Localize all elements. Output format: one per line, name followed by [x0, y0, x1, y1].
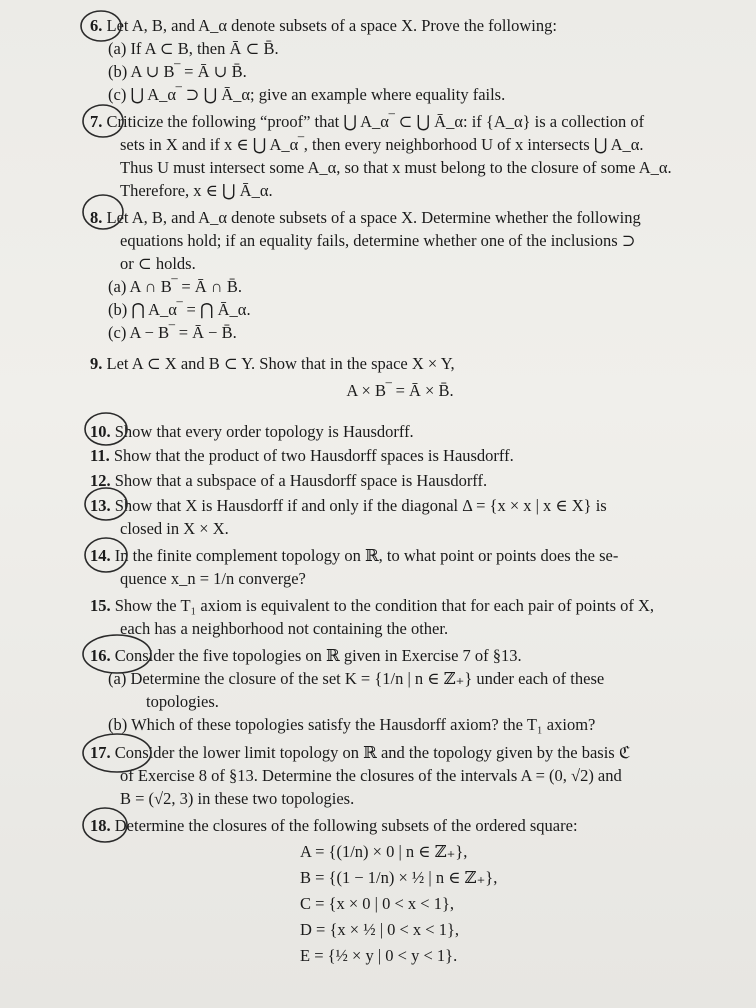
- exercise-part: (c) A − B‾ = Ā − B̄.: [108, 323, 237, 342]
- exercise-11: [90, 444, 710, 467]
- exercise-part: (a) If A ⊂ B, then Ā ⊂ B̄.: [108, 39, 279, 58]
- exercise-number: 11.: [90, 446, 110, 465]
- exercise-text: Show that a subspace of a Hausdorff space is Hausdorff.: [114, 471, 488, 490]
- exercise-text: Criticize the following “proof” that ⋃ A_α‾ ⊂ ⋃ Ā_α: if {A_α} is a collection of: [106, 112, 645, 131]
- exercise-text: Let A ⊂ X and B ⊂ Y. Show that in the space X × Y,: [106, 354, 455, 373]
- exercise-part: (a) Determine the closure of the set K = {1/n | n ∈ ℤ₊} under each of these: [108, 669, 605, 688]
- set-definition-c: C = {x × 0 | 0 < x < 1},: [300, 894, 454, 913]
- exercise-9: [90, 352, 710, 402]
- exercise-text: each has a neighborhood not containing the other.: [120, 619, 449, 638]
- exercise-part: (a) A ∩ B‾ = Ā ∩ B̄.: [108, 277, 242, 296]
- exercise-number: 6.: [90, 16, 103, 35]
- exercise-text: Determine the closures of the following subsets of the ordered square:: [114, 816, 578, 835]
- exercise-text: of Exercise 8 of §13. Determine the closures of the intervals A = (0, √2) and: [120, 766, 622, 785]
- exercise-text: Show that every order topology is Hausdorff.: [114, 422, 414, 441]
- exercise-text: sets in X and if x ∈ ⋃ A_α‾, then every neighborhood U of x intersects ⋃ A_α.: [120, 135, 644, 154]
- exercise-text: B = (√2, 3) in these two topologies.: [120, 789, 355, 808]
- exercise-text: quence x_n = 1/n converge?: [120, 569, 306, 588]
- exercise-text: Therefore, x ∈ ⋃ Ā_α.: [120, 181, 273, 200]
- exercise-17: [90, 741, 710, 810]
- exercise-10: [90, 420, 710, 443]
- exercise-13: [90, 494, 710, 540]
- exercise-text: Show that X is Hausdorff if and only if the diagonal Δ = {x × x | x ∈ X} is: [114, 496, 607, 515]
- exercise-text: Show that the product of two Hausdorff spaces is Hausdorff.: [113, 446, 514, 465]
- exercise-text: In the finite complement topology on ℝ, to what point or points does the se-: [114, 546, 619, 565]
- exercise-number: 8.: [90, 208, 103, 227]
- exercise-text: Consider the five topologies on ℝ given in Exercise 7 of §13.: [114, 646, 522, 665]
- set-definition-d: D = {x × ½ | 0 < x < 1},: [300, 920, 460, 939]
- exercise-number: 9.: [90, 354, 103, 373]
- set-definition-b: B = {(1 − 1/n) × ½ | n ∈ ℤ₊},: [300, 868, 498, 887]
- exercise-part: (c) ⋃ A_α‾ ⊃ ⋃ Ā_α; give an example where equality fails.: [108, 85, 506, 104]
- exercise-14: [90, 544, 710, 590]
- exercise-text: Show the T₁ axiom is equivalent to the condition that for each pair of points of X,: [114, 596, 655, 615]
- exercise-number: 15.: [90, 596, 111, 615]
- exercise-text: equations hold; if an equality fails, determine whether one of the inclusions ⊃: [120, 231, 636, 250]
- display-equation: A × B‾ = Ā × B̄.: [346, 381, 454, 400]
- exercise-text: topologies.: [146, 692, 219, 711]
- exercise-8: [90, 206, 710, 344]
- exercise-text: Consider the lower limit topology on ℝ and the topology given by the basis ℭ: [114, 743, 631, 762]
- exercise-text: Let A, B, and A_α denote subsets of a space X. Prove the following:: [106, 16, 557, 35]
- exercise-text: Let A, B, and A_α denote subsets of a space X. Determine whether the following: [106, 208, 641, 227]
- exercise-18: [90, 814, 710, 837]
- exercise-number: 7.: [90, 112, 103, 131]
- exercise-7: [90, 110, 710, 202]
- exercise-number: 14.: [90, 546, 111, 565]
- exercise-part: (b) Which of these topologies satisfy the Hausdorff axiom? the T₁ axiom?: [108, 715, 596, 734]
- exercise-15: [90, 594, 710, 640]
- exercise-part: (b) A ∪ B‾ = Ā ∪ B̄.: [108, 62, 247, 81]
- exercise-text: Thus U must intersect some A_α, so that x must belong to the closure of some A_α.: [120, 158, 672, 177]
- set-definition-e: E = {½ × y | 0 < y < 1}.: [300, 946, 458, 965]
- exercise-6: [90, 14, 710, 106]
- exercise-text: or ⊂ holds.: [120, 254, 196, 273]
- exercise-number: 12.: [90, 471, 111, 490]
- exercise-part: (b) ⋂ A_α‾ = ⋂ Ā_α.: [108, 300, 251, 319]
- exercise-number: 18.: [90, 816, 111, 835]
- exercise-number: 17.: [90, 743, 111, 762]
- exercise-12: [90, 469, 710, 492]
- exercise-number: 13.: [90, 496, 111, 515]
- exercise-text: closed in X × X.: [120, 519, 229, 538]
- exercise-number: 10.: [90, 422, 111, 441]
- exercise-16: [90, 644, 710, 736]
- exercise-number: 16.: [90, 646, 111, 665]
- set-definition-a: A = {(1/n) × 0 | n ∈ ℤ₊},: [300, 842, 468, 861]
